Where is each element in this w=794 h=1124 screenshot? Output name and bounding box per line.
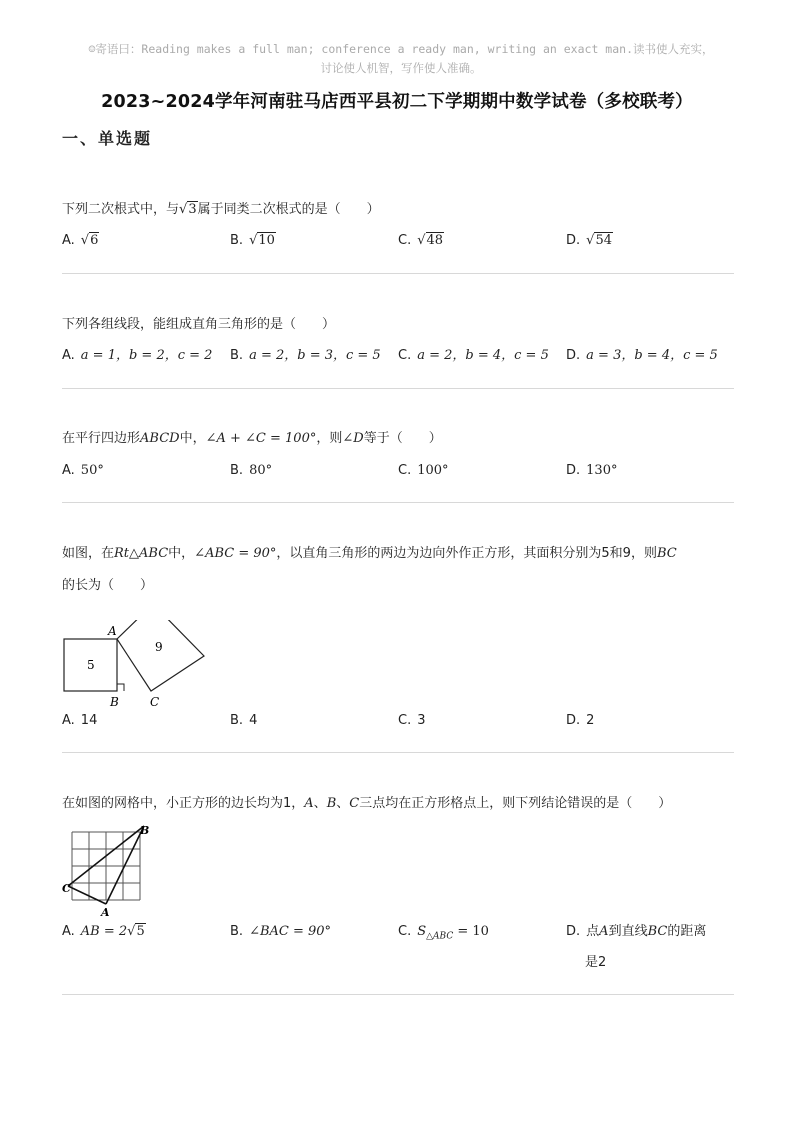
point-c-label: C [62, 882, 71, 895]
option-a[interactable]: A. 14 [62, 713, 98, 728]
point-b-label: B [140, 824, 150, 837]
question-stem: 下列各组线段，能组成直角三角形的是（ ） [62, 317, 336, 332]
point-a-label: A [101, 906, 110, 917]
right-square [117, 620, 204, 691]
motto [48, 40, 754, 78]
grid-figure [62, 822, 157, 917]
motto-line-2: 讨论使人机智，写作使人准确。 [320, 61, 482, 75]
option-d[interactable]: D. √54 [566, 233, 612, 248]
right-square-label: 9 [155, 640, 163, 654]
divider [62, 752, 734, 753]
smile-icon: ☺ [88, 42, 96, 56]
divider [62, 994, 734, 995]
motto-line-1: 寄语曰：Reading makes a full man; conference a ready man, writing an exact man.读书使人充实， [95, 42, 714, 56]
option-b[interactable]: B. ∠BAC = 90° [230, 924, 332, 939]
option-b[interactable]: B. a = 2，b = 3，c = 5 [230, 348, 381, 363]
section-heading: 一、单选题 [62, 129, 153, 148]
option-a[interactable]: A. a = 1，b = 2，c = 2 [62, 348, 213, 363]
option-d[interactable]: D. 2 [566, 713, 595, 728]
option-b[interactable]: B. 4 [230, 713, 258, 728]
divider [62, 502, 734, 503]
point-b-label: B [110, 695, 119, 709]
right-angle-mark [117, 684, 124, 691]
option-c[interactable]: C. √48 [398, 233, 444, 248]
sqrt-expression: √3 [179, 202, 197, 217]
point-c-label: C [150, 695, 160, 709]
option-c[interactable]: C. 3 [398, 713, 426, 728]
grid-lines [72, 832, 140, 900]
question-stem: 下列二次根式中，与√3属于同类二次根式的是（ ） [62, 202, 380, 217]
page-title: 2023~2024学年河南驻马店西平县初二下学期期中数学试卷（多校联考） [101, 92, 693, 112]
question-stem-line-2: 的长为（ ） [62, 578, 154, 593]
question-stem: 在如图的网格中，小正方形的边长均为1，A、B、C三点均在正方形格点上，则下列结论错误的是（ ） [62, 796, 672, 811]
point-a-label: A [108, 624, 117, 638]
option-b[interactable]: B. 80° [230, 463, 273, 478]
divider [62, 388, 734, 389]
option-d-continued: 是2 [585, 955, 607, 970]
option-a[interactable]: A. AB = 2√5 [62, 924, 145, 939]
left-square-label: 5 [87, 658, 95, 672]
option-d[interactable]: D. 130° [566, 463, 618, 478]
option-c[interactable]: C. $S_{\triangle ABC} = 10$ [398, 924, 489, 942]
question-stem-line-1: 如图，在Rt△ABC中，∠ABC = 90°，以直角三角形的两边为边向外作正方形，其面积分别为5和9，则BC [62, 546, 677, 561]
option-d[interactable]: D. a = 3，b = 4，c = 5 [566, 348, 718, 363]
option-a[interactable]: A. √6 [62, 233, 99, 248]
divider [62, 273, 734, 274]
option-d[interactable]: D. 点A到直线BC的距离 [566, 924, 707, 939]
option-a[interactable]: A. 50° [62, 463, 104, 478]
option-b[interactable]: B. √10 [230, 233, 275, 248]
option-c[interactable]: C. 100° [398, 463, 449, 478]
question-stem: 在平行四边形ABCD中，∠A + ∠C = 100°，则∠D等于（ ） [62, 431, 442, 446]
squares-figure [62, 620, 212, 710]
option-c[interactable]: C. a = 2，b = 4，c = 5 [398, 348, 549, 363]
